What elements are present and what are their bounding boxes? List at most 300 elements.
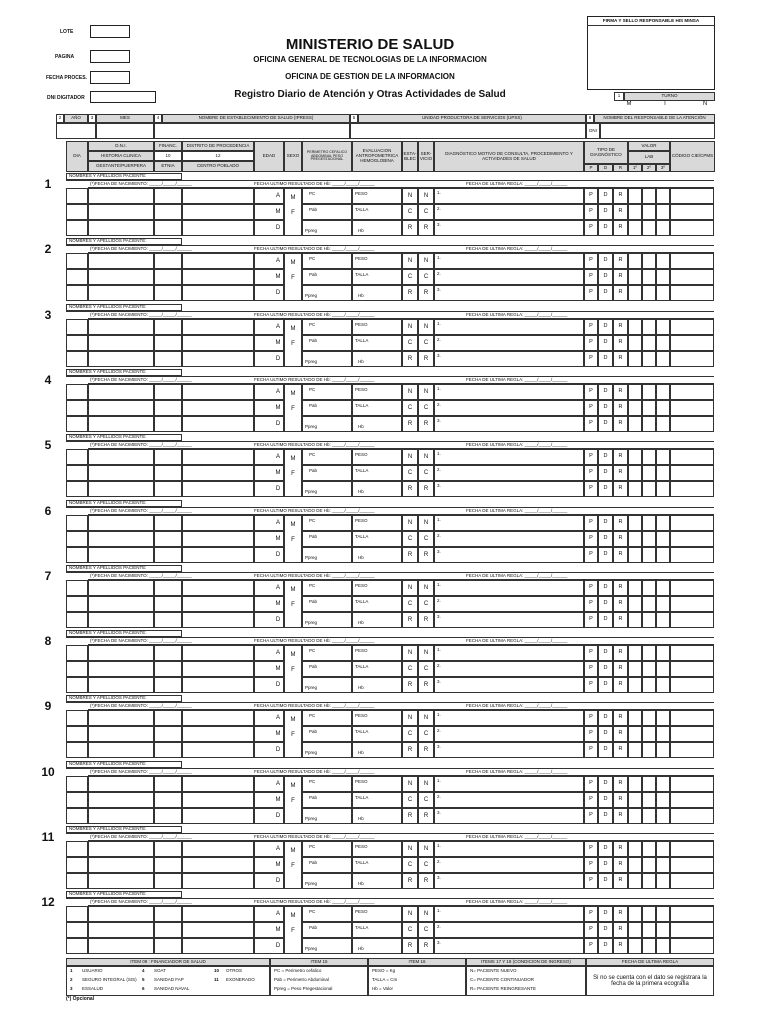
codigo-cell[interactable] xyxy=(670,726,714,742)
lab-cell[interactable] xyxy=(628,400,642,416)
tipo-diag-rr[interactable]: R xyxy=(613,547,628,563)
entry-cell[interactable] xyxy=(88,400,154,416)
diagnostico-cell[interactable]: 2. xyxy=(434,857,584,873)
tipo-diag-dd[interactable]: D xyxy=(598,253,613,269)
tipo-diag-rr[interactable]: R xyxy=(613,677,628,693)
tipo-diag-dd[interactable]: D xyxy=(598,857,613,873)
tipo-diag-rr[interactable]: R xyxy=(613,922,628,938)
entry-cell[interactable] xyxy=(154,922,182,938)
serv-cell[interactable]: R xyxy=(418,220,434,236)
tipo-diag-p[interactable]: P xyxy=(584,188,598,204)
serv-cell[interactable]: N xyxy=(418,645,434,661)
tipo-diag-rr[interactable]: R xyxy=(613,515,628,531)
tipo-diag-p[interactable]: P xyxy=(584,776,598,792)
lab-cell[interactable] xyxy=(656,481,670,497)
entry-cell[interactable] xyxy=(154,677,182,693)
lab-cell[interactable] xyxy=(656,596,670,612)
lab-cell[interactable] xyxy=(642,596,656,612)
entry-cell[interactable] xyxy=(88,792,154,808)
esta-cell[interactable]: C xyxy=(402,857,418,873)
tipo-diag-p[interactable]: P xyxy=(584,449,598,465)
entry-cell[interactable] xyxy=(66,481,88,497)
entry-cell[interactable] xyxy=(154,873,182,889)
lab-cell[interactable] xyxy=(628,792,642,808)
tipo-diag-rr[interactable]: R xyxy=(613,776,628,792)
tipo-diag-dd[interactable]: D xyxy=(598,726,613,742)
tipo-diag-rr[interactable]: R xyxy=(613,204,628,220)
entry-cell[interactable] xyxy=(88,531,154,547)
entry-cell[interactable] xyxy=(154,808,182,824)
codigo-cell[interactable] xyxy=(670,922,714,938)
entry-cell[interactable] xyxy=(182,776,254,792)
lab-cell[interactable] xyxy=(656,857,670,873)
tipo-diag-rr[interactable]: R xyxy=(613,335,628,351)
tipo-diag-p[interactable]: P xyxy=(584,400,598,416)
tipo-diag-p[interactable]: P xyxy=(584,204,598,220)
tipo-diag-dd[interactable]: D xyxy=(598,677,613,693)
tipo-diag-dd[interactable]: D xyxy=(598,612,613,628)
entry-cell[interactable] xyxy=(66,351,88,367)
anio-field[interactable] xyxy=(56,123,96,139)
entry-cell[interactable] xyxy=(154,400,182,416)
lab-cell[interactable] xyxy=(656,661,670,677)
lab-cell[interactable] xyxy=(656,531,670,547)
entry-cell[interactable] xyxy=(182,416,254,432)
entry-cell[interactable] xyxy=(88,253,154,269)
diagnostico-cell[interactable]: 2. xyxy=(434,726,584,742)
lab-cell[interactable] xyxy=(628,319,642,335)
lab-cell[interactable] xyxy=(642,204,656,220)
entry-cell[interactable] xyxy=(88,922,154,938)
lab-cell[interactable] xyxy=(656,400,670,416)
mes-field[interactable] xyxy=(96,123,154,139)
lab-cell[interactable] xyxy=(628,351,642,367)
entry-cell[interactable] xyxy=(66,661,88,677)
diagnostico-cell[interactable]: 3. xyxy=(434,742,584,758)
serv-cell[interactable]: C xyxy=(418,792,434,808)
codigo-cell[interactable] xyxy=(670,547,714,563)
entry-cell[interactable] xyxy=(182,384,254,400)
tipo-diag-rr[interactable]: R xyxy=(613,416,628,432)
serv-cell[interactable]: N xyxy=(418,449,434,465)
lab-cell[interactable] xyxy=(642,188,656,204)
tipo-diag-rr[interactable]: R xyxy=(613,906,628,922)
entry-cell[interactable] xyxy=(88,645,154,661)
lab-cell[interactable] xyxy=(642,531,656,547)
lab-cell[interactable] xyxy=(628,416,642,432)
lab-cell[interactable] xyxy=(656,220,670,236)
entry-cell[interactable] xyxy=(88,416,154,432)
tipo-diag-dd[interactable]: D xyxy=(598,580,613,596)
codigo-cell[interactable] xyxy=(670,776,714,792)
lab-cell[interactable] xyxy=(628,857,642,873)
entry-cell[interactable] xyxy=(66,645,88,661)
esta-cell[interactable]: R xyxy=(402,285,418,301)
entry-cell[interactable] xyxy=(154,906,182,922)
tipo-diag-rr[interactable]: R xyxy=(613,351,628,367)
tipo-diag-p[interactable]: P xyxy=(584,906,598,922)
codigo-cell[interactable] xyxy=(670,351,714,367)
entry-cell[interactable] xyxy=(66,449,88,465)
entry-cell[interactable] xyxy=(66,269,88,285)
lab-cell[interactable] xyxy=(628,580,642,596)
tipo-diag-rr[interactable]: R xyxy=(613,742,628,758)
tipo-diag-dd[interactable]: D xyxy=(598,416,613,432)
entry-cell[interactable] xyxy=(154,515,182,531)
entry-cell[interactable] xyxy=(88,841,154,857)
lab-cell[interactable] xyxy=(642,742,656,758)
establecimiento-field[interactable] xyxy=(154,123,350,139)
entry-cell[interactable] xyxy=(182,808,254,824)
entry-cell[interactable] xyxy=(182,400,254,416)
tipo-diag-dd[interactable]: D xyxy=(598,645,613,661)
lab-cell[interactable] xyxy=(642,351,656,367)
serv-cell[interactable]: C xyxy=(418,400,434,416)
entry-cell[interactable] xyxy=(154,580,182,596)
tipo-diag-rr[interactable]: R xyxy=(613,253,628,269)
entry-cell[interactable] xyxy=(182,285,254,301)
tipo-diag-p[interactable]: P xyxy=(584,531,598,547)
lab-cell[interactable] xyxy=(628,922,642,938)
entry-cell[interactable] xyxy=(182,596,254,612)
entry-cell[interactable] xyxy=(66,384,88,400)
tipo-diag-p[interactable]: P xyxy=(584,465,598,481)
entry-cell[interactable] xyxy=(66,580,88,596)
serv-cell[interactable]: R xyxy=(418,547,434,563)
tipo-diag-dd[interactable]: D xyxy=(598,285,613,301)
tipo-diag-p[interactable]: P xyxy=(584,384,598,400)
lab-cell[interactable] xyxy=(656,253,670,269)
entry-cell[interactable] xyxy=(182,661,254,677)
entry-cell[interactable] xyxy=(88,661,154,677)
esta-cell[interactable]: N xyxy=(402,384,418,400)
lab-cell[interactable] xyxy=(642,285,656,301)
tipo-diag-p[interactable]: P xyxy=(584,285,598,301)
tipo-diag-dd[interactable]: D xyxy=(598,808,613,824)
codigo-cell[interactable] xyxy=(670,400,714,416)
tipo-diag-rr[interactable]: R xyxy=(613,808,628,824)
tipo-diag-rr[interactable]: R xyxy=(613,481,628,497)
entry-cell[interactable] xyxy=(154,188,182,204)
entry-cell[interactable] xyxy=(88,596,154,612)
entry-cell[interactable] xyxy=(88,776,154,792)
entry-cell[interactable] xyxy=(88,449,154,465)
tipo-diag-rr[interactable]: R xyxy=(613,596,628,612)
lab-cell[interactable] xyxy=(642,661,656,677)
esta-cell[interactable]: R xyxy=(402,742,418,758)
serv-cell[interactable]: R xyxy=(418,285,434,301)
entry-cell[interactable] xyxy=(66,612,88,628)
diagnostico-cell[interactable]: 3. xyxy=(434,873,584,889)
codigo-cell[interactable] xyxy=(670,612,714,628)
entry-cell[interactable] xyxy=(182,269,254,285)
diagnostico-cell[interactable]: 3. xyxy=(434,285,584,301)
lab-cell[interactable] xyxy=(628,873,642,889)
lab-cell[interactable] xyxy=(642,808,656,824)
diagnostico-cell[interactable]: 3. xyxy=(434,677,584,693)
codigo-cell[interactable] xyxy=(670,710,714,726)
lab-cell[interactable] xyxy=(628,335,642,351)
lab-cell[interactable] xyxy=(656,841,670,857)
entry-cell[interactable] xyxy=(66,922,88,938)
codigo-cell[interactable] xyxy=(670,465,714,481)
entry-cell[interactable] xyxy=(154,253,182,269)
codigo-cell[interactable] xyxy=(670,335,714,351)
entry-cell[interactable] xyxy=(88,220,154,236)
codigo-cell[interactable] xyxy=(670,645,714,661)
lab-cell[interactable] xyxy=(642,580,656,596)
serv-cell[interactable]: N xyxy=(418,253,434,269)
tipo-diag-rr[interactable]: R xyxy=(613,269,628,285)
pagina-field[interactable] xyxy=(90,50,130,63)
codigo-cell[interactable] xyxy=(670,808,714,824)
lab-cell[interactable] xyxy=(628,742,642,758)
codigo-cell[interactable] xyxy=(670,841,714,857)
tipo-diag-rr[interactable]: R xyxy=(613,726,628,742)
tipo-diag-dd[interactable]: D xyxy=(598,531,613,547)
codigo-cell[interactable] xyxy=(670,580,714,596)
tipo-diag-dd[interactable]: D xyxy=(598,515,613,531)
tipo-diag-p[interactable]: P xyxy=(584,515,598,531)
entry-cell[interactable] xyxy=(88,938,154,954)
entry-cell[interactable] xyxy=(154,269,182,285)
serv-cell[interactable]: R xyxy=(418,612,434,628)
entry-cell[interactable] xyxy=(182,612,254,628)
lab-cell[interactable] xyxy=(656,319,670,335)
tipo-diag-p[interactable]: P xyxy=(584,416,598,432)
serv-cell[interactable]: C xyxy=(418,661,434,677)
tipo-diag-p[interactable]: P xyxy=(584,335,598,351)
responsable-field[interactable] xyxy=(600,123,715,139)
tipo-diag-p[interactable]: P xyxy=(584,645,598,661)
entry-cell[interactable] xyxy=(182,906,254,922)
entry-cell[interactable] xyxy=(88,742,154,758)
lab-cell[interactable] xyxy=(642,416,656,432)
diagnostico-cell[interactable]: 1. xyxy=(434,188,584,204)
turno-t[interactable]: T xyxy=(663,101,667,108)
entry-cell[interactable] xyxy=(182,335,254,351)
entry-cell[interactable] xyxy=(154,661,182,677)
tipo-diag-p[interactable]: P xyxy=(584,547,598,563)
diagnostico-cell[interactable]: 3. xyxy=(434,938,584,954)
entry-cell[interactable] xyxy=(88,351,154,367)
entry-cell[interactable] xyxy=(154,612,182,628)
codigo-cell[interactable] xyxy=(670,596,714,612)
lab-cell[interactable] xyxy=(642,726,656,742)
tipo-diag-rr[interactable]: R xyxy=(613,220,628,236)
serv-cell[interactable]: N xyxy=(418,841,434,857)
serv-cell[interactable]: C xyxy=(418,204,434,220)
codigo-cell[interactable] xyxy=(670,792,714,808)
codigo-cell[interactable] xyxy=(670,449,714,465)
lab-cell[interactable] xyxy=(642,873,656,889)
entry-cell[interactable] xyxy=(66,220,88,236)
esta-cell[interactable]: C xyxy=(402,726,418,742)
tipo-diag-rr[interactable]: R xyxy=(613,319,628,335)
entry-cell[interactable] xyxy=(182,938,254,954)
entry-cell[interactable] xyxy=(66,726,88,742)
lab-cell[interactable] xyxy=(656,351,670,367)
tipo-diag-p[interactable]: P xyxy=(584,938,598,954)
esta-cell[interactable]: N xyxy=(402,841,418,857)
entry-cell[interactable] xyxy=(154,742,182,758)
esta-cell[interactable]: N xyxy=(402,515,418,531)
tipo-diag-dd[interactable]: D xyxy=(598,792,613,808)
esta-cell[interactable]: R xyxy=(402,481,418,497)
entry-cell[interactable] xyxy=(182,319,254,335)
lab-cell[interactable] xyxy=(642,481,656,497)
lab-cell[interactable] xyxy=(656,873,670,889)
entry-cell[interactable] xyxy=(182,580,254,596)
esta-cell[interactable]: R xyxy=(402,873,418,889)
lab-cell[interactable] xyxy=(642,319,656,335)
entry-cell[interactable] xyxy=(66,285,88,301)
serv-cell[interactable]: R xyxy=(418,677,434,693)
serv-cell[interactable]: C xyxy=(418,269,434,285)
entry-cell[interactable] xyxy=(66,841,88,857)
diagnostico-cell[interactable]: 3. xyxy=(434,547,584,563)
lab-cell[interactable] xyxy=(628,808,642,824)
tipo-diag-p[interactable]: P xyxy=(584,481,598,497)
entry-cell[interactable] xyxy=(182,922,254,938)
entry-cell[interactable] xyxy=(154,351,182,367)
lab-cell[interactable] xyxy=(656,465,670,481)
entry-cell[interactable] xyxy=(154,319,182,335)
entry-cell[interactable] xyxy=(66,792,88,808)
diagnostico-cell[interactable]: 3. xyxy=(434,612,584,628)
serv-cell[interactable]: R xyxy=(418,808,434,824)
diagnostico-cell[interactable]: 2. xyxy=(434,531,584,547)
entry-cell[interactable] xyxy=(182,515,254,531)
serv-cell[interactable]: C xyxy=(418,335,434,351)
entry-cell[interactable] xyxy=(88,906,154,922)
entry-cell[interactable] xyxy=(154,776,182,792)
lab-cell[interactable] xyxy=(628,776,642,792)
tipo-diag-dd[interactable]: D xyxy=(598,938,613,954)
entry-cell[interactable] xyxy=(154,645,182,661)
lab-cell[interactable] xyxy=(656,612,670,628)
serv-cell[interactable]: R xyxy=(418,873,434,889)
lab-cell[interactable] xyxy=(642,269,656,285)
tipo-diag-dd[interactable]: D xyxy=(598,220,613,236)
diagnostico-cell[interactable]: 2. xyxy=(434,922,584,938)
entry-cell[interactable] xyxy=(182,742,254,758)
entry-cell[interactable] xyxy=(66,335,88,351)
entry-cell[interactable] xyxy=(154,335,182,351)
lab-cell[interactable] xyxy=(642,857,656,873)
serv-cell[interactable]: N xyxy=(418,776,434,792)
entry-cell[interactable] xyxy=(66,906,88,922)
entry-cell[interactable] xyxy=(182,726,254,742)
esta-cell[interactable]: N xyxy=(402,188,418,204)
entry-cell[interactable] xyxy=(182,841,254,857)
tipo-diag-p[interactable]: P xyxy=(584,873,598,889)
lab-cell[interactable] xyxy=(628,481,642,497)
diagnostico-cell[interactable]: 1. xyxy=(434,384,584,400)
serv-cell[interactable]: N xyxy=(418,710,434,726)
diagnostico-cell[interactable]: 1. xyxy=(434,580,584,596)
tipo-diag-dd[interactable]: D xyxy=(598,204,613,220)
lab-cell[interactable] xyxy=(628,645,642,661)
tipo-diag-dd[interactable]: D xyxy=(598,873,613,889)
lab-cell[interactable] xyxy=(628,661,642,677)
ups-field[interactable] xyxy=(350,123,586,139)
entry-cell[interactable] xyxy=(88,547,154,563)
entry-cell[interactable] xyxy=(182,351,254,367)
entry-cell[interactable] xyxy=(154,841,182,857)
lab-cell[interactable] xyxy=(656,742,670,758)
lab-cell[interactable] xyxy=(628,253,642,269)
tipo-diag-p[interactable]: P xyxy=(584,351,598,367)
codigo-cell[interactable] xyxy=(670,285,714,301)
codigo-cell[interactable] xyxy=(670,204,714,220)
codigo-cell[interactable] xyxy=(670,220,714,236)
diagnostico-cell[interactable]: 1. xyxy=(434,449,584,465)
tipo-diag-p[interactable]: P xyxy=(584,580,598,596)
esta-cell[interactable]: N xyxy=(402,776,418,792)
diagnostico-cell[interactable]: 2. xyxy=(434,661,584,677)
lab-cell[interactable] xyxy=(642,220,656,236)
tipo-diag-dd[interactable]: D xyxy=(598,710,613,726)
entry-cell[interactable] xyxy=(66,776,88,792)
lab-cell[interactable] xyxy=(642,515,656,531)
entry-cell[interactable] xyxy=(154,465,182,481)
esta-cell[interactable]: R xyxy=(402,351,418,367)
lab-cell[interactable] xyxy=(628,726,642,742)
lab-cell[interactable] xyxy=(628,204,642,220)
serv-cell[interactable]: N xyxy=(418,580,434,596)
diagnostico-cell[interactable]: 1. xyxy=(434,515,584,531)
esta-cell[interactable]: N xyxy=(402,906,418,922)
entry-cell[interactable] xyxy=(66,938,88,954)
lab-cell[interactable] xyxy=(642,938,656,954)
entry-cell[interactable] xyxy=(66,857,88,873)
tipo-diag-dd[interactable]: D xyxy=(598,335,613,351)
codigo-cell[interactable] xyxy=(670,253,714,269)
tipo-diag-dd[interactable]: D xyxy=(598,449,613,465)
lab-cell[interactable] xyxy=(656,285,670,301)
lab-cell[interactable] xyxy=(656,269,670,285)
diagnostico-cell[interactable]: 2. xyxy=(434,465,584,481)
entry-cell[interactable] xyxy=(88,384,154,400)
entry-cell[interactable] xyxy=(88,481,154,497)
tipo-diag-dd[interactable]: D xyxy=(598,384,613,400)
entry-cell[interactable] xyxy=(154,596,182,612)
entry-cell[interactable] xyxy=(66,596,88,612)
tipo-diag-dd[interactable]: D xyxy=(598,465,613,481)
lab-cell[interactable] xyxy=(642,400,656,416)
lab-cell[interactable] xyxy=(642,922,656,938)
entry-cell[interactable] xyxy=(88,188,154,204)
diagnostico-cell[interactable]: 1. xyxy=(434,319,584,335)
lab-cell[interactable] xyxy=(642,645,656,661)
diagnostico-cell[interactable]: 2. xyxy=(434,400,584,416)
lab-cell[interactable] xyxy=(656,792,670,808)
esta-cell[interactable]: C xyxy=(402,335,418,351)
serv-cell[interactable]: C xyxy=(418,596,434,612)
entry-cell[interactable] xyxy=(88,269,154,285)
serv-cell[interactable]: N xyxy=(418,319,434,335)
esta-cell[interactable]: R xyxy=(402,938,418,954)
entry-cell[interactable] xyxy=(66,710,88,726)
lab-cell[interactable] xyxy=(656,776,670,792)
lab-cell[interactable] xyxy=(656,204,670,220)
esta-cell[interactable]: C xyxy=(402,269,418,285)
entry-cell[interactable] xyxy=(66,873,88,889)
entry-cell[interactable] xyxy=(154,531,182,547)
lab-cell[interactable] xyxy=(628,269,642,285)
entry-cell[interactable] xyxy=(88,335,154,351)
